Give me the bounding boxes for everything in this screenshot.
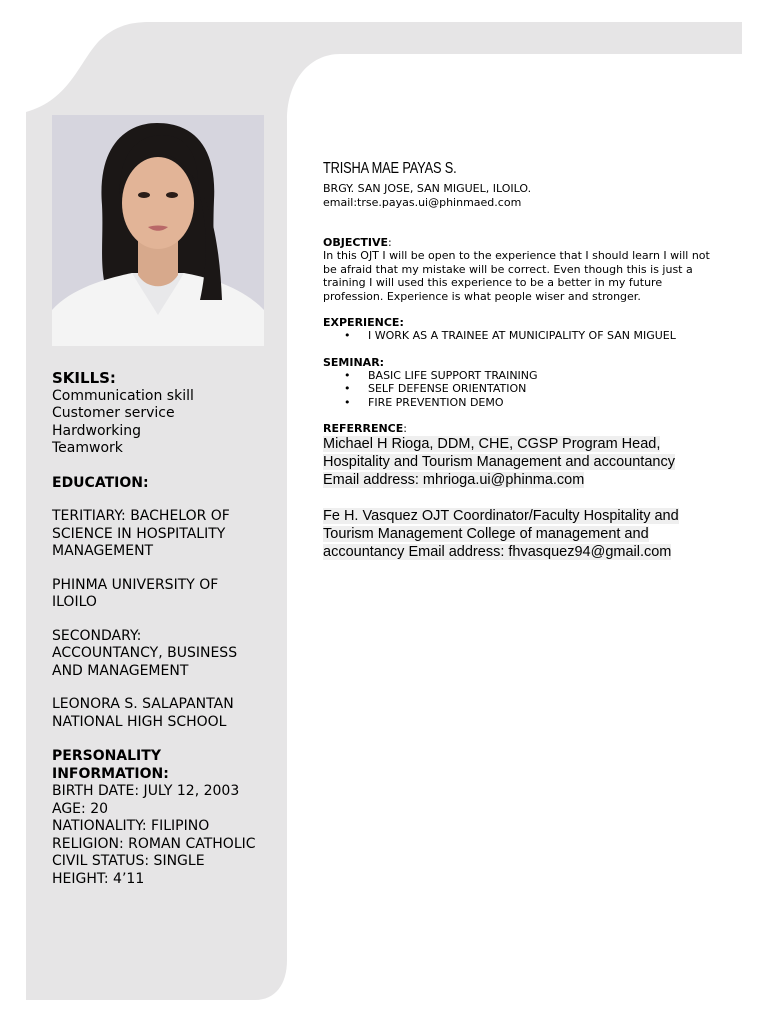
- reference-heading: REFERRENCE:: [323, 422, 407, 435]
- list-item: • SELF DEFENSE ORIENTATION: [323, 382, 723, 396]
- reference-entry: [323, 435, 723, 489]
- education-secondary: [52, 628, 277, 681]
- skill-item: Communication skill: [52, 387, 194, 404]
- personality-list: [52, 783, 277, 888]
- sidebar: [52, 370, 277, 888]
- applicant-name: TRISHA MAE PAYAS S.: [323, 160, 457, 177]
- education-line: MANAGEMENT: [52, 543, 154, 559]
- education-line: PHINMA UNIVERSITY OF: [52, 576, 219, 593]
- reference-title: REFERRENCE: [323, 422, 404, 435]
- skill-item: Teamwork: [52, 440, 123, 456]
- education-line: SECONDARY:: [52, 627, 142, 644]
- personality-heading-line: INFORMATION:: [52, 765, 169, 782]
- reference-entry: [323, 507, 723, 561]
- education-line: AND MANAGEMENT: [52, 662, 189, 679]
- objective-heading: OBJECTIVE:: [323, 236, 392, 249]
- list-item: • I WORK AS A TRAINEE AT MUNICIPALITY OF SAN MIGUEL: [323, 329, 723, 343]
- education-tertiary: [52, 508, 277, 561]
- reference-line: Email address: mhrioga.ui@phinma.com: [323, 472, 585, 488]
- personality-item: AGE: 20: [52, 800, 109, 817]
- skills-list: [52, 388, 277, 458]
- personality-heading: [52, 748, 277, 783]
- objective-title: OBJECTIVE: [323, 236, 389, 249]
- address: BRGY. SAN JOSE, SAN MIGUEL, ILOILO.: [323, 182, 532, 195]
- personality-item: RELIGION: ROMAN CATHOLIC: [52, 835, 256, 852]
- reference-line: Fe H. Vasquez OJT Coordinator/Faculty Hospitality and: [323, 508, 679, 524]
- personality-item: CIVIL STATUS: SINGLE: [52, 853, 205, 869]
- skill-item: Customer service: [52, 405, 175, 421]
- objective-text: In this OJT I will be open to the experience that I should learn I will not be afraid that my mistake will be correct. Even though this is just a training I will used this experience to be a better in my future profession. Experience is what people wiser and stronger.: [323, 249, 710, 303]
- personality-item: HEIGHT: 4’11: [52, 870, 145, 887]
- personality-item: NATIONALITY: FILIPINO: [52, 818, 210, 834]
- education-line: ILOILO: [52, 594, 97, 610]
- experience-list: [323, 329, 723, 343]
- education-line: LEONORA S. SALAPANTAN: [52, 696, 234, 712]
- education-line: ACCOUNTANCY, BUSINESS: [52, 645, 238, 661]
- education-line: TERITIARY: BACHELOR OF: [52, 508, 230, 524]
- reference-line: Hospitality and Tourism Management and accountancy: [323, 454, 675, 470]
- contact-block: [323, 182, 723, 209]
- personality-heading-line: PERSONALITY: [52, 748, 161, 764]
- list-item: • FIRE PREVENTION DEMO: [323, 396, 723, 410]
- experience-heading: EXPERIENCE:: [323, 316, 404, 329]
- skills-heading: SKILLS:: [52, 369, 116, 387]
- seminar-list: [323, 369, 723, 410]
- list-item: • BASIC LIFE SUPPORT TRAINING: [323, 369, 723, 383]
- education-line: NATIONAL HIGH SCHOOL: [52, 713, 227, 730]
- email: email:trse.payas.ui@phinmaed.com: [323, 195, 522, 209]
- profile-photo: [52, 115, 264, 346]
- reference-line: Michael H Rioga, DDM, CHE, CGSP Program Head,: [323, 436, 661, 452]
- seminar-heading: SEMINAR:: [323, 355, 385, 369]
- education-heading: EDUCATION:: [52, 474, 149, 491]
- education-tertiary-school: [52, 577, 277, 612]
- education-line: SCIENCE IN HOSPITALITY: [52, 525, 226, 542]
- reference-line: accountancy Email address: fhvasquez94@gmail.com: [323, 544, 672, 560]
- skill-item: Hardworking: [52, 422, 142, 439]
- main-content: [323, 160, 723, 561]
- education-secondary-school: [52, 696, 277, 731]
- personality-item: BIRTH DATE: JULY 12, 2003: [52, 783, 240, 799]
- reference-line: Tourism Management College of management and: [323, 526, 649, 542]
